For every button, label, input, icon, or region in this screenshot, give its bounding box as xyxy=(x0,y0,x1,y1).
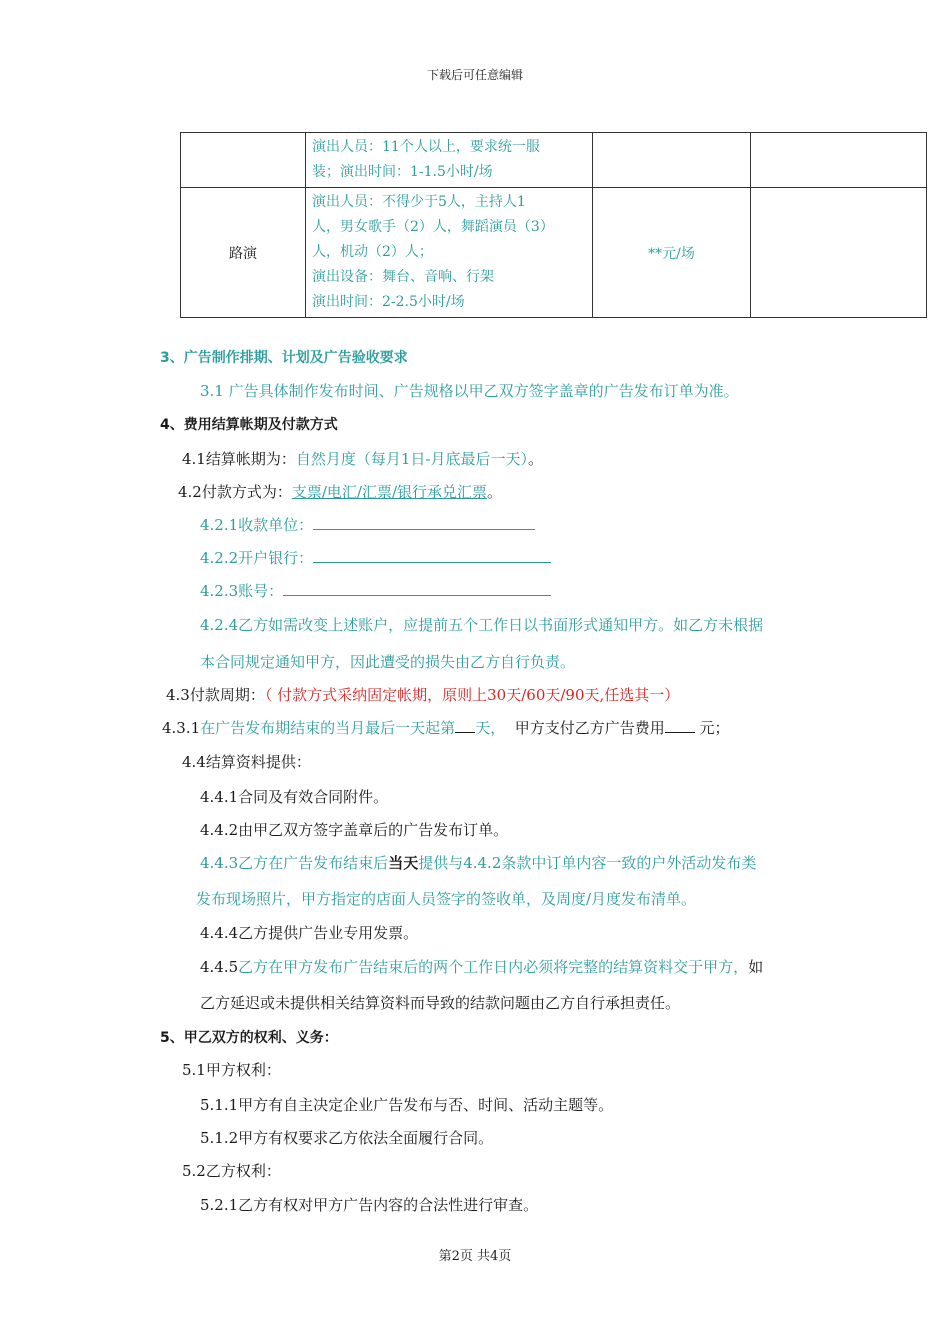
account-field[interactable] xyxy=(283,581,551,596)
table-cell-details xyxy=(306,133,593,188)
clause-4-3 xyxy=(166,684,679,705)
section3-heading: 3、广告制作排期、计划及广告验收要求 xyxy=(160,350,408,366)
table-cell-note xyxy=(751,133,927,188)
table-cell-name xyxy=(181,133,306,188)
detail-line: 人，男女歌手（2）人，舞蹈演员（3） xyxy=(312,219,554,235)
clause-4-4-3-line1 xyxy=(200,852,756,873)
amount-field[interactable] xyxy=(665,718,695,733)
clause-4-1 xyxy=(182,448,543,469)
detail-line: 演出人员：11个人以上，要求统一服 xyxy=(312,139,540,155)
clause-4-3-1 xyxy=(162,717,730,738)
account-label: 4.2.3账号： xyxy=(200,582,284,600)
clause-4-4-3-a: 乙方在广告发布结束后 xyxy=(238,854,389,872)
days-field[interactable] xyxy=(455,718,475,733)
clause-4-2-4-line1: 4.2.4乙方如需改变上述账户，应提前五个工作日以书面形式通知甲方。如乙方未根据 xyxy=(200,616,764,634)
clause-5-2: 5.2乙方权利： xyxy=(182,1162,281,1180)
table-cell-note xyxy=(751,188,927,318)
table-row xyxy=(181,133,927,188)
clause-4-3-1-c: 甲方支付乙方广告费用 xyxy=(514,719,665,737)
clause-4-4-3-c: 提供与4.4.2条款中订单内容一致的户外活动发布类 xyxy=(418,854,757,872)
table-cell-details xyxy=(306,188,593,318)
clause-4-3-1-b: 天， xyxy=(475,719,506,737)
bank-field[interactable] xyxy=(313,548,551,563)
page-header: 下载后可任意编辑 xyxy=(426,68,523,82)
clause-4-4-5-line1 xyxy=(200,956,763,977)
clause-4-4-3-line2: 发布现场照片，甲方指定的店面人员签字的签收单，及周度/月度发布清单。 xyxy=(196,890,697,908)
clause-4-2-4-line2: 本合同规定通知甲方，因此遭受的损失由乙方自行负责。 xyxy=(200,653,576,671)
clause-4-4-5-num: 4.4.5 xyxy=(200,958,239,976)
clause-4-3-1-d: 元； xyxy=(699,719,730,737)
clause-4-2-label: 4.2付款方式为： xyxy=(178,483,292,501)
clause-4-3-1-a: 在广告发布期结束的当月最后一天起第 xyxy=(200,719,456,737)
detail-line: 演出设备：舞台、音响、行架 xyxy=(312,269,494,285)
clause-4-4-4: 4.4.4乙方提供广告业专用发票。 xyxy=(200,924,419,942)
detail-line: 演出时间：2-2.5小时/场 xyxy=(312,294,465,310)
clause-3-1: 3.1 广告具体制作发布时间、广告规格以甲乙双方签字盖章的广告发布订单为准。 xyxy=(200,382,739,400)
clause-4-4-3-num: 4.4.3 xyxy=(200,854,239,872)
clause-5-1-1: 5.1.1甲方有自主决定企业广告发布与否、时间、活动主题等。 xyxy=(200,1096,614,1114)
clause-5-1: 5.1甲方权利： xyxy=(182,1061,281,1079)
clause-4-1-value: 自然月度（每月1日-月底最后一天） xyxy=(295,450,528,468)
clause-5-2-1: 5.2.1乙方有权对甲方广告内容的合法性进行审查。 xyxy=(200,1196,539,1214)
clause-4-4-5-line2: 乙方延迟或未提供相关结算资料而导致的结款问题由乙方自行承担责任。 xyxy=(200,994,681,1012)
payee-label: 4.2.1收款单位： xyxy=(200,516,314,534)
clause-4-3-label: 4.3付款周期： xyxy=(166,686,265,704)
performance-table xyxy=(180,132,927,318)
clause-4-4-2: 4.4.2由甲乙双方签字盖章后的广告发布订单。 xyxy=(200,821,509,839)
clause-4-4-5-b: 如 xyxy=(748,958,764,976)
table-cell-name: 路演 xyxy=(181,188,306,318)
clause-4-4-1: 4.4.1合同及有效合同附件。 xyxy=(200,788,389,806)
detail-line: 演出人员：不得少于5人，主持人1 xyxy=(312,194,526,210)
clause-4-3-1-num: 4.3.1 xyxy=(162,719,201,737)
clause-4-1-end: 。 xyxy=(527,450,543,468)
clause-4-4-5-a: 乙方在甲方发布广告结束后的两个工作日内必须将完整的结算资料交于甲方， xyxy=(238,958,749,976)
clause-4-2-value: 支票/电汇/汇票/银行承兑汇票 xyxy=(291,483,488,501)
clause-4-4-3-b: 当天 xyxy=(388,854,419,872)
table-cell-price: **元/场 xyxy=(593,188,751,318)
page-footer: 第2页 共4页 xyxy=(438,1249,512,1264)
bank-label: 4.2.2开户银行： xyxy=(200,549,314,567)
payee-field[interactable] xyxy=(313,515,535,530)
section5-heading: 5、甲乙双方的权利、义务： xyxy=(160,1030,338,1046)
clause-4-1-label: 4.1结算帐期为： xyxy=(182,450,296,468)
clause-4-2-end: 。 xyxy=(487,483,503,501)
detail-line: 人，机动（2）人； xyxy=(312,244,433,260)
clause-4-2-2 xyxy=(200,547,551,568)
clause-5-1-2: 5.1.2甲方有权要求乙方依法全面履行合同。 xyxy=(200,1129,494,1147)
table-cell-price xyxy=(593,133,751,188)
clause-4-2-1 xyxy=(200,514,535,535)
table-row xyxy=(181,188,927,318)
section4-heading: 4、费用结算帐期及付款方式 xyxy=(160,417,338,433)
clause-4-2-3 xyxy=(200,580,551,601)
clause-4-3-value: （ 付款方式采纳固定帐期，原则上30天/60天/90天,任选其一） xyxy=(264,686,680,704)
detail-line: 装；演出时间：1-1.5小时/场 xyxy=(312,164,493,180)
clause-4-4: 4.4结算资料提供： xyxy=(182,753,311,771)
clause-4-2 xyxy=(178,481,502,502)
